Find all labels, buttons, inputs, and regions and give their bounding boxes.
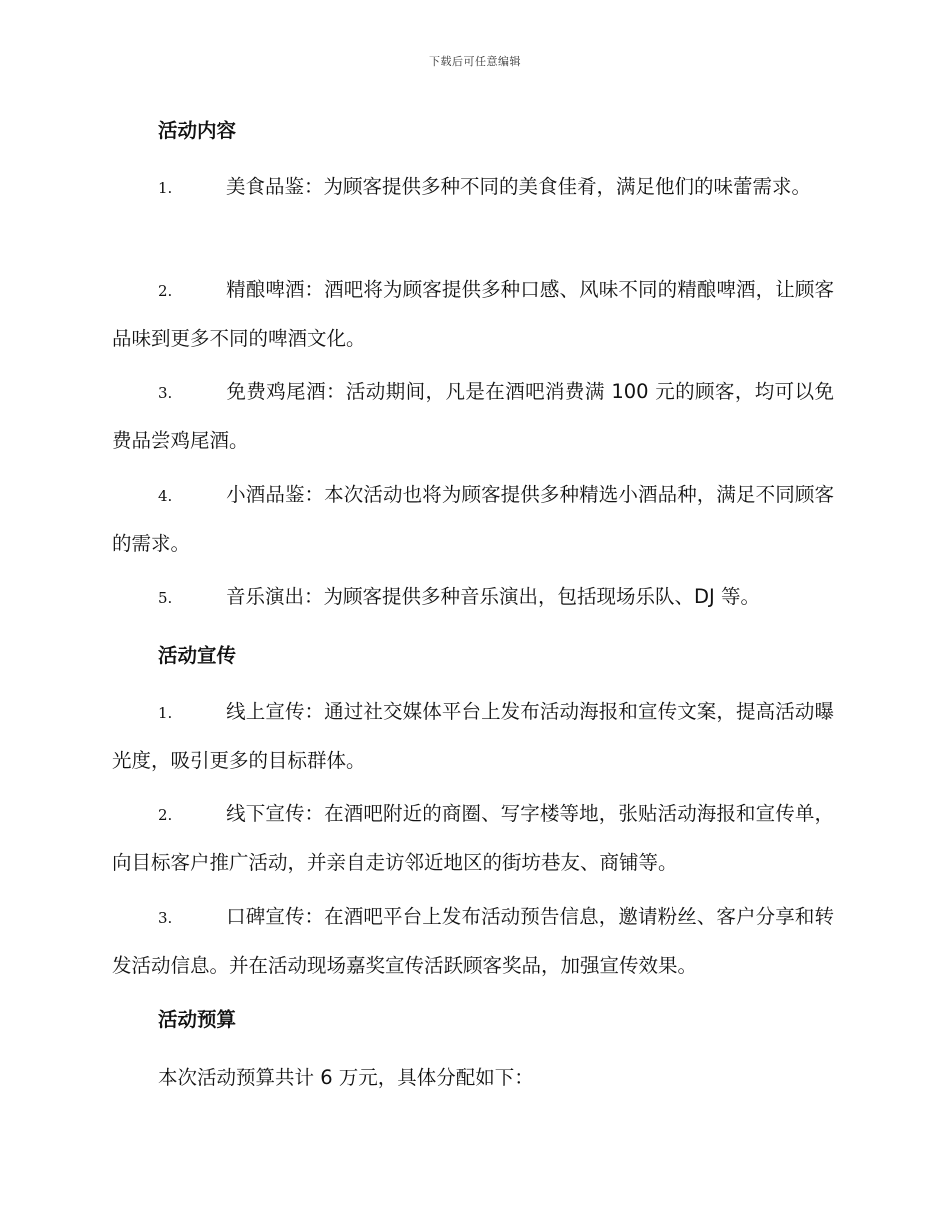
list-item-number: 2. <box>158 806 173 824</box>
list-item <box>112 790 834 886</box>
list-item-text: 美食品鉴：为顾客提供多种不同的美食佳肴，满足他们的味蕾需求。 <box>226 175 812 198</box>
list-item-number: 3. <box>158 384 173 402</box>
list-item-text: 口碑宣传：在酒吧平台上发布活动预告信息，邀请粉丝、客户分享和转发活动信息。并在活动现场嘉奖宣传活跃顾客奖品，加强宣传效果。 <box>112 905 834 977</box>
list-item-number: 1. <box>158 704 173 722</box>
list-item-number: 3. <box>158 909 173 927</box>
list-item <box>112 688 834 784</box>
list-item <box>112 893 834 989</box>
section-heading-budget: 活动预算 <box>158 1008 237 1031</box>
list-item-number: 5. <box>158 589 173 607</box>
list-item <box>112 368 834 464</box>
list-item-text: 小酒品鉴：本次活动也将为顾客提供多种精选小酒品种，满足不同顾客的需求。 <box>112 483 834 555</box>
list-item-text: 精酿啤酒：酒吧将为顾客提供多种口感、风味不同的精酿啤酒，让顾客品味到更多不同的啤酒文化。 <box>112 278 834 350</box>
list-item-text: 音乐演出：为顾客提供多种音乐演出，包括现场乐队、DJ 等。 <box>226 585 760 608</box>
list-item <box>112 163 834 212</box>
list-item-text: 线上宣传：通过社交媒体平台上发布活动海报和宣传文案，提高活动曝光度，吸引更多的目标群体。 <box>112 700 834 772</box>
list-item-text: 免费鸡尾酒：活动期间，凡是在酒吧消费满 100 元的顾客，均可以免费品尝鸡尾酒。 <box>112 380 834 452</box>
list-item-number: 2. <box>158 282 173 300</box>
header-note: 下载后可任意编辑 <box>429 55 521 68</box>
section-heading-promotion: 活动宣传 <box>158 644 237 667</box>
list-item <box>112 266 834 362</box>
list-item-number: 4. <box>158 487 173 505</box>
section-heading-content: 活动内容 <box>158 119 237 142</box>
list-item-text: 线下宣传：在酒吧附近的商圈、写字楼等地，张贴活动海报和宣传单，向目标客户推广活动，并亲自走访邻近地区的街坊巷友、商铺等。 <box>112 802 834 874</box>
list-item-number: 1. <box>158 179 173 197</box>
list-item <box>112 573 834 622</box>
list-item <box>112 471 834 567</box>
budget-paragraph: 本次活动预算共计 6 万元，具体分配如下： <box>158 1066 534 1089</box>
